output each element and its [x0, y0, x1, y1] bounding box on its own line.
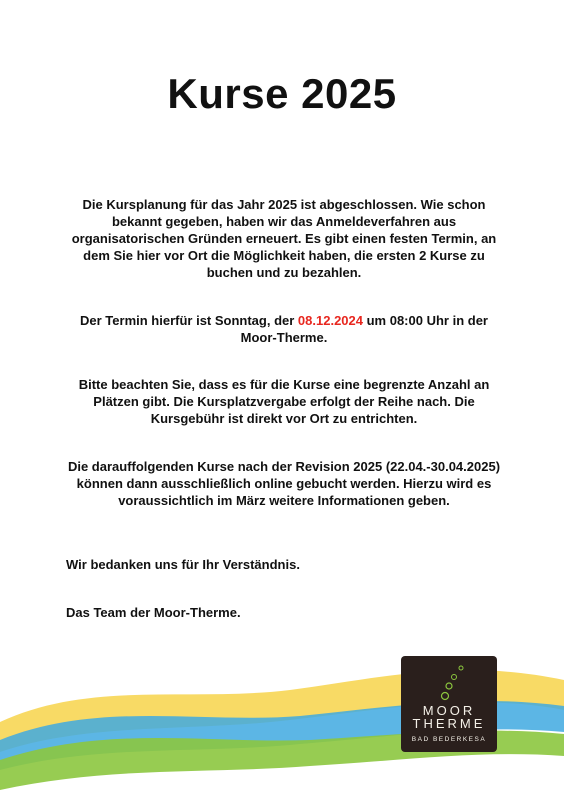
paragraph-thanks: Wir bedanken uns für Ihr Verständnis. [66, 557, 300, 572]
logo-moor: MOOR [422, 703, 476, 718]
page-title: Kurse 2025 [167, 70, 397, 117]
date-text-after: um 08:00 Uhr in der Moor-Therme. [240, 313, 488, 345]
logo-therme: THERME [412, 716, 486, 731]
paragraph-date [64, 312, 504, 346]
moor-therme-logo [401, 656, 497, 752]
date-text-before: Der Termin hierfür ist Sonntag, der [80, 313, 298, 328]
date-highlight: 08.12.2024 [297, 313, 363, 328]
logo-location: BAD BEDERKESA [411, 736, 487, 743]
paragraph-planning: Die Kursplanung für das Jahr 2025 ist abgeschlossen. Wie schon bekannt gegeben, haben wir das Anmeldeverfahren aus organisatorischen Gründen erneuert. Es gibt einen festen Termin, an dem Sie hier vor Ort die Möglichkeit haben, die ersten 2 Kurse zu buchen und zu bezahlen. [71, 197, 497, 280]
paragraph-signature: Das Team der Moor-Therme. [66, 605, 241, 620]
paragraph-online-booking: Die darauffolgenden Kurse nach der Revision 2025 (22.04.-30.04.2025) können dann ausschließlich online gebucht werden. Hierzu wird es voraussichtlich im März weitere Informationen geben. [67, 459, 501, 508]
paragraph-capacity: Bitte beachten Sie, dass es für die Kurse eine begrenzte Anzahl an Plätzen gibt. Die Kursplatzvergabe erfolgt der Reihe nach. Die Kursgebühr ist direkt vor Ort zu entrichten. [78, 377, 490, 426]
